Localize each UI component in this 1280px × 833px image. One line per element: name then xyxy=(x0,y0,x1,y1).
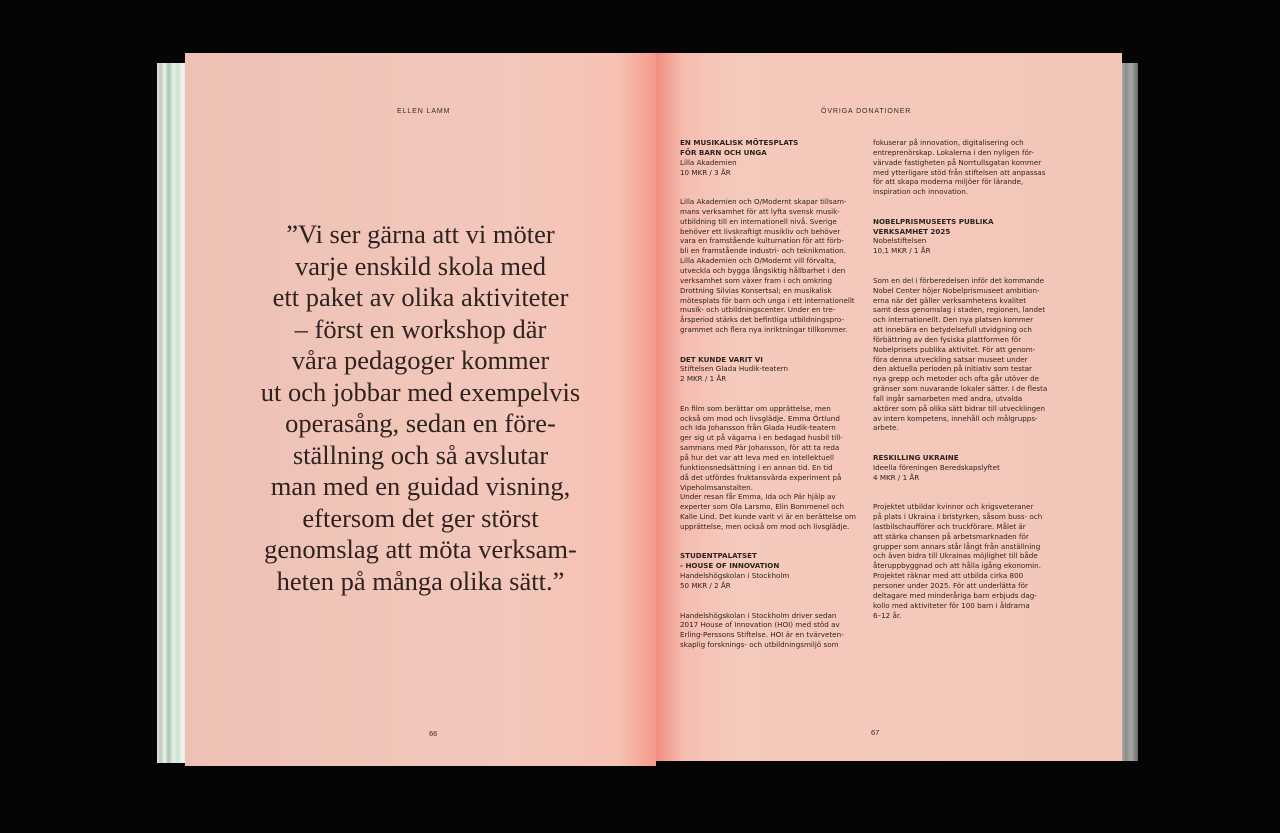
body-line: mötesplats för barn och unga i ett internationellt xyxy=(680,295,855,305)
body-line: och även bidra till Ukrainas möjlighet till både xyxy=(873,551,1038,561)
section-amount: 4 MKR / 1 ÅR xyxy=(873,472,920,482)
body-line: den aktuella perioden på initiativ som testar xyxy=(873,364,1032,374)
body-line: sammans med Pär Johansson, för att ta reda xyxy=(680,443,840,453)
running-head-left: ELLEN LAMM xyxy=(397,108,451,115)
body-line: utveckla och bygga långsiktig hållbarhet i den xyxy=(680,265,846,275)
section-title: FÖR BARN OCH UNGA xyxy=(680,147,767,157)
body-line: också om mod och livsglädje. Emma Örtlund xyxy=(680,413,840,423)
body-line: inspiration och innovation. xyxy=(873,187,969,197)
body-line: kollo med aktiviteter för 100 barn i åldrarna xyxy=(873,600,1030,610)
section-title: NOBELPRISMUSEETS PUBLIKA xyxy=(873,216,994,226)
section-title: DET KUNDE VARIT VI xyxy=(680,354,763,364)
section-title: - HOUSE OF INNOVATION xyxy=(680,561,780,571)
body-line: utbildning till en internationell nivå. Sverige xyxy=(680,216,837,226)
body-line: Som en del i förberedelsen inför det kommande xyxy=(873,275,1045,285)
body-line: skaplig forsknings- och utbildningsmiljö som xyxy=(680,640,839,650)
body-line: grammet och flera nya inriktningar tillkommer. xyxy=(680,325,848,335)
body-line: och Ida Johansson från Glada Hudik-teatern xyxy=(680,423,836,433)
quote-line: ställning och så avslutar xyxy=(292,439,549,470)
body-line: Drottning Silvias Konsertsal; en musikalisk xyxy=(680,285,832,295)
body-line: erna när det gäller verksamhetens kvalitet xyxy=(873,295,1027,305)
article-section xyxy=(680,551,872,649)
page-number-right: 67 xyxy=(871,728,880,737)
quote-line: genomslag att möta verksam- xyxy=(264,534,577,564)
section-title: STUDENTPALATSET xyxy=(680,551,757,561)
body-line: bli en framstående industri- och teknikmation. xyxy=(680,246,846,256)
body-line: Lilla Akademien och O/Modernt skapar tillsam- xyxy=(680,197,847,207)
section-amount: 50 MKR / 2 ÅR xyxy=(680,580,731,590)
quote-line: man med en guidad visning, xyxy=(270,471,571,501)
body-line: deltagare med minderåriga barn erbjuds dag- xyxy=(873,590,1037,600)
quote-line: våra pedagoger kommer xyxy=(291,345,550,375)
body-line: för att skapa moderna miljöer för lärande, xyxy=(873,177,1024,187)
section-amount: 2 MKR / 1 ÅR xyxy=(680,374,727,384)
body-line: och internationellt. Den nya platsen kommer xyxy=(873,315,1034,325)
body-line: föra denna utveckling satsar museet under xyxy=(873,354,1028,364)
quote-line: ”Vi ser gärna att vi möter xyxy=(286,219,555,249)
body-line: Lilla Akademien och O/Modernt vill förvalta, xyxy=(680,256,837,266)
body-line: fall ingår samarbeten med andra, utvalda xyxy=(873,393,1023,403)
body-line: nya grepp och metoder och ofta går utöver de xyxy=(873,374,1040,384)
left-page xyxy=(185,53,656,766)
body-line: förbättring av den fysiska plattformen för xyxy=(873,334,1022,344)
body-line: arbete. xyxy=(873,423,899,433)
right-page xyxy=(656,53,1122,761)
body-line: Nobel Center höjer Nobelprismuseet ambition- xyxy=(873,285,1040,295)
body-line: Vipeholmsanstalten. xyxy=(680,482,753,492)
body-line: behöver ett livskraftigt musikliv och behöver xyxy=(680,226,841,236)
text-column-2 xyxy=(873,138,1071,620)
body-line: grupper som annars står långt från anställning xyxy=(873,541,1041,551)
body-line: årsperiod stärks det befintliga utbildningspro- xyxy=(680,315,844,325)
body-line: mans verksamhet för att lyfta svensk musik- xyxy=(680,206,840,216)
body-line: Erling-Perssons Stiftelse. HOI är en tvärveten- xyxy=(680,630,844,640)
section-title: RESKILLING UKRAINE xyxy=(873,453,959,462)
article-section xyxy=(680,138,872,335)
running-head-right: ÖVRIGA DONATIONER xyxy=(821,108,912,115)
body-line: experter som Ola Larsmo, Elin Bommenel och xyxy=(680,502,845,512)
section-org: Ideella föreningen Beredskapslyftet xyxy=(873,462,1000,472)
text-column-1 xyxy=(680,138,872,650)
section-title: VERKSAMHET 2025 xyxy=(873,226,951,236)
page-number-left: 66 xyxy=(429,729,438,738)
body-line: fokuserar på innovation, digitalisering och xyxy=(873,138,1024,147)
body-line: återuppbyggnad och att hålla igång ekonomin. xyxy=(873,561,1041,571)
section-org: Nobelstiftelsen xyxy=(873,236,927,246)
section-org: Stiftelsen Glada Hudik-teatern xyxy=(680,364,789,374)
body-line: Handelshögskolan i Stockholm driver sedan xyxy=(680,610,837,620)
section-org: Lilla Akademien xyxy=(680,157,737,167)
body-line: ger sig ut på vägarna i en bedagad husbil till- xyxy=(680,433,843,443)
quote-line: ut och jobbar med exempelvis xyxy=(260,376,581,407)
body-line: Projektet utbildar kvinnor och krigsveteraner xyxy=(873,502,1034,512)
quote-line: varje enskild skola med xyxy=(295,250,546,281)
body-line: upprättelse, men också om mod och livsglädje. xyxy=(680,521,850,531)
section-amount: 10 MKR / 3 ÅR xyxy=(680,167,731,177)
article-section xyxy=(873,453,1071,620)
body-line: Kalle Lind. Det kunde varit vi är en berättelse om xyxy=(680,512,857,522)
body-line: på plats i Ukraina i bristyrken, såsom buss- och xyxy=(873,512,1043,522)
body-line: personer under 2025. För att underlätta för xyxy=(873,580,1028,590)
body-line: musik- och utbildningscenter. Under en tre- xyxy=(680,305,836,315)
body-line: gränser som nuvarande lokaler sätter. I de flesta xyxy=(873,384,1048,394)
body-line: att stärka chansen på arbetsmarknaden för xyxy=(873,531,1029,541)
body-line: En film som berättar om upprättelse, men xyxy=(680,403,831,413)
body-line: på hur det var att leva med en intellektuell xyxy=(680,453,834,462)
body-line: att innebära en betydelsefull utvidgning och xyxy=(873,325,1032,335)
body-line: Under resan får Emma, Ida och Pär hjälp av xyxy=(680,492,836,502)
body-line: samt dess genomslag i staden, regionen, landet xyxy=(873,305,1046,315)
body-line: funktionsnedsättning i en annan tid. En tid xyxy=(680,462,833,472)
quote-line: heten på många olika sätt.” xyxy=(276,565,565,596)
article-section xyxy=(873,217,1071,434)
body-line: vara en framstående kulturnation för att förb- xyxy=(680,236,844,246)
body-line: värvade fastigheten på Norrtullsgatan kommer xyxy=(873,157,1042,167)
section-title: EN MUSIKALISK MÖTESPLATS xyxy=(680,138,799,147)
body-line: entreprenörskap. Lokalerna i den nyligen för- xyxy=(873,147,1034,157)
section-amount: 10,1 MKR / 1 ÅR xyxy=(873,246,931,256)
body-line: lastbilschaufförer och truckförare. Målet är xyxy=(873,521,1026,531)
body-line: verksamhet som växer fram i och omkring xyxy=(680,275,833,285)
quote-line: ett paket av olika aktiviteter xyxy=(272,282,569,312)
body-line: då det utfördes fruktansvärda experiment på xyxy=(680,472,842,482)
quote-line: – först en workshop där xyxy=(294,313,547,344)
body-line: Projektet räknar med att utbilda cirka 800 xyxy=(873,571,1024,581)
pull-quote xyxy=(185,219,656,597)
body-line: Nobelprisets publika aktivitet. För att genom- xyxy=(873,344,1036,354)
body-line: aktörer som på olika sätt bidrar till utvecklingen xyxy=(873,403,1046,413)
body-line: av intern kompetens, innehåll och målgrupps- xyxy=(873,413,1038,423)
quote-line: eftersom det ger störst xyxy=(302,502,539,533)
body-line: 6–12 år. xyxy=(873,610,902,620)
body-line: 2017 House of Innovation (HOI) med stöd av xyxy=(680,620,840,630)
body-line: med ytterligare stöd från stiftelsen att anpassas xyxy=(873,167,1046,177)
section-org: Handelshögskolan i Stockholm xyxy=(680,571,790,581)
article-section xyxy=(680,355,872,532)
quote-line: operasång, sedan en före- xyxy=(285,408,556,438)
article-section-continued xyxy=(873,138,1071,197)
